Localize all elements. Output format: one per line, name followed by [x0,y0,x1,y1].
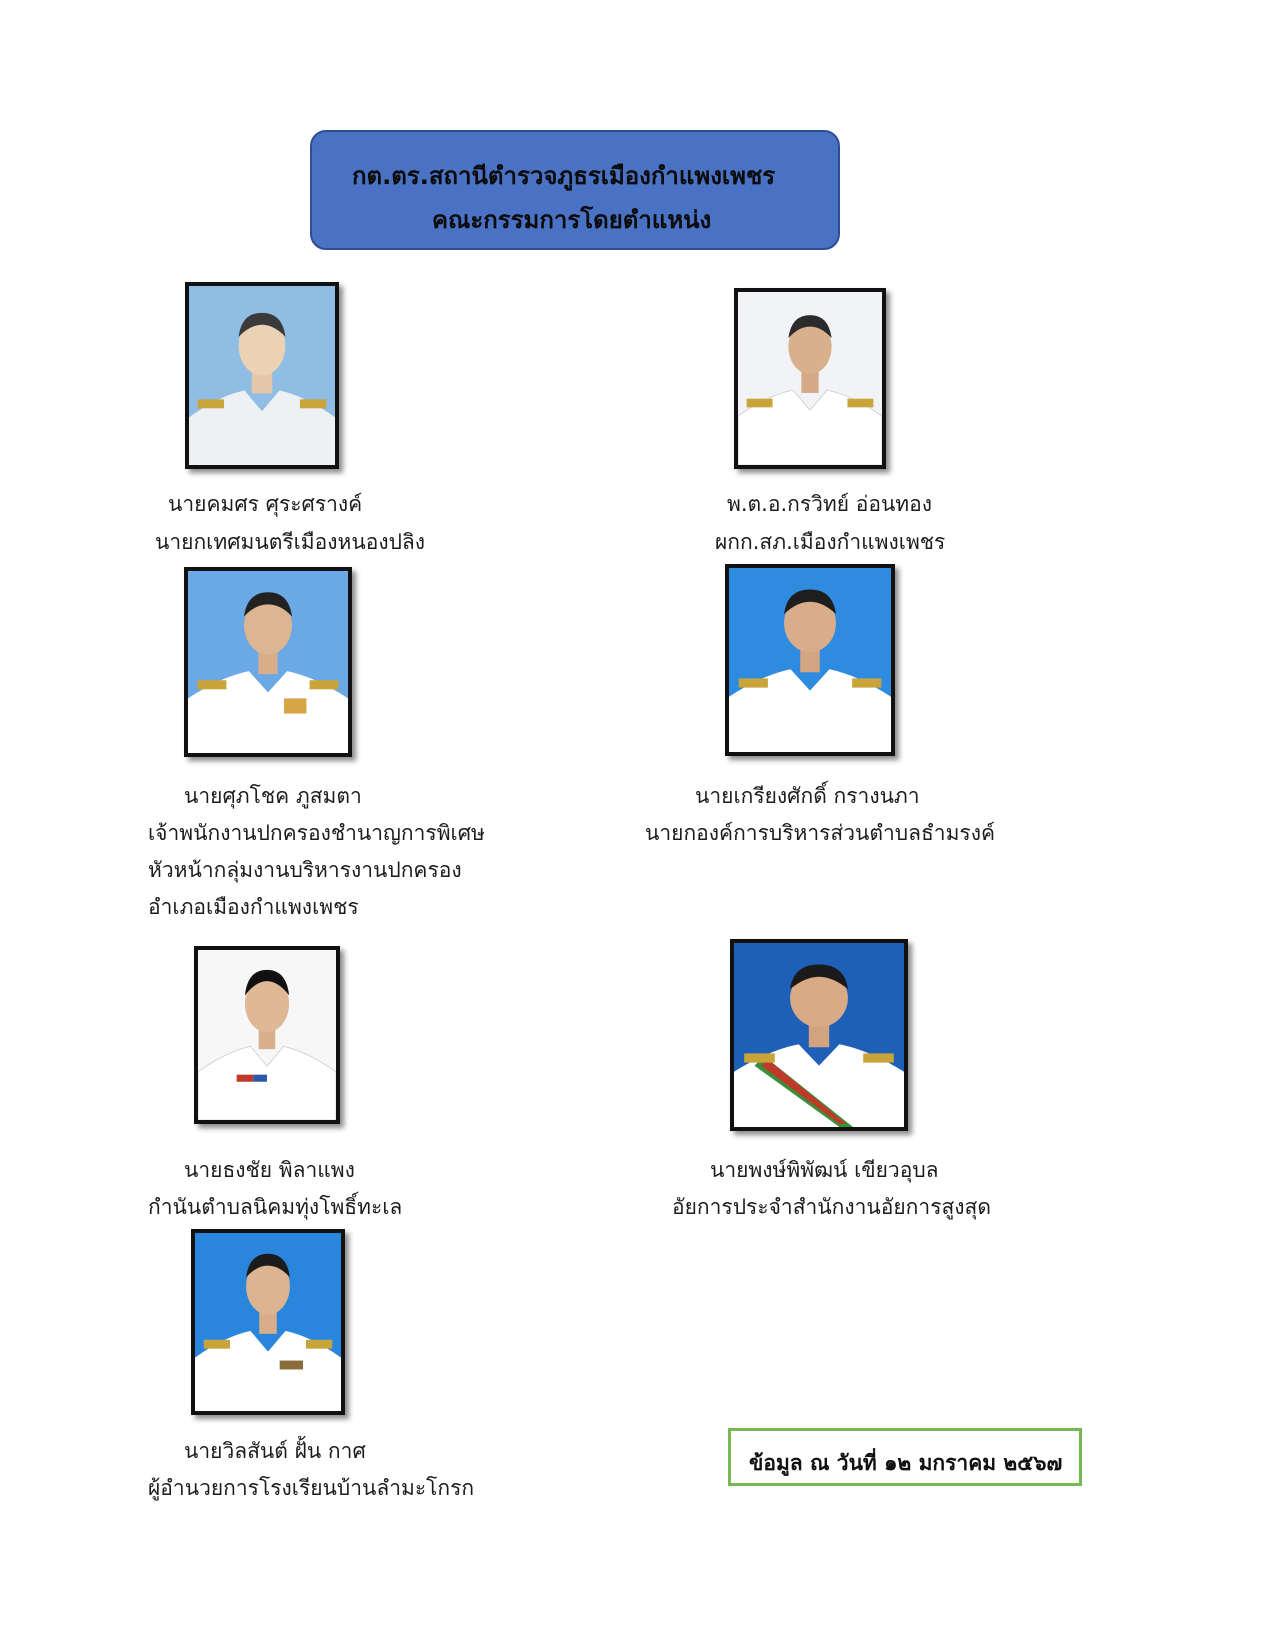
member-3-title-2: หัวหน้ากลุ่มงานบริหารงานปกครอง [148,858,462,882]
member-photo-5 [194,946,340,1124]
member-2-title-1: ผกก.สภ.เมืองกำแพงเพชร [715,530,946,554]
member-3-name: นายศุภโชค ภูสมตา [184,784,362,808]
member-2-name: พ.ต.อ.กรวิทย์ อ่อนทอง [727,492,933,516]
date-note: ข้อมูล ณ วันที่ ๑๒ มกราคม ๒๕๖๗ [749,1451,1063,1475]
member-photo-7 [191,1229,345,1415]
member-7-title-1: ผู้อำนวยการโรงเรียนบ้านลำมะโกรก [148,1476,475,1500]
member-1-name: นายคมศร ศุระศรางค์ [168,492,363,516]
member-6-title-1: อัยการประจำสำนักงานอัยการสูงสุด [672,1195,991,1219]
member-4-name: นายเกรียงศักดิ์ กรางนภา [695,784,920,808]
member-5-name: นายธงชัย พิลาแพง [184,1158,355,1182]
member-photo-1 [185,282,339,469]
date-note-box [728,1428,1082,1486]
header-title: กต.ตร.สถานีตำรวจภูธรเมืองกำแพงเพชร [352,162,776,190]
member-photo-3 [184,567,352,757]
member-3-title-3: อำเภอเมืองกำแพงเพชร [148,895,359,919]
member-5-title-1: กำนันตำบลนิคมทุ่งโพธิ์ทะเล [148,1195,403,1219]
member-7-name: นายวิลสันต์ ฝั้น กาศ [184,1439,366,1463]
member-3-title-1: เจ้าพนักงานปกครองชำนาญการพิเศษ [148,821,485,845]
member-photo-4 [725,564,895,756]
member-photo-2 [734,288,886,469]
member-6-name: นายพงษ์พิพัฒน์ เขียวอุบล [710,1158,939,1182]
member-1-title-1: นายกเทศมนตรีเมืองหนองปลิง [155,530,426,554]
member-4-title-1: นายกองค์การบริหารส่วนตำบลธำมรงค์ [645,821,996,845]
header-subtitle: คณะกรรมการโดยตำแหน่ง [432,206,712,234]
member-photo-6 [730,939,908,1131]
header-banner [310,130,840,250]
